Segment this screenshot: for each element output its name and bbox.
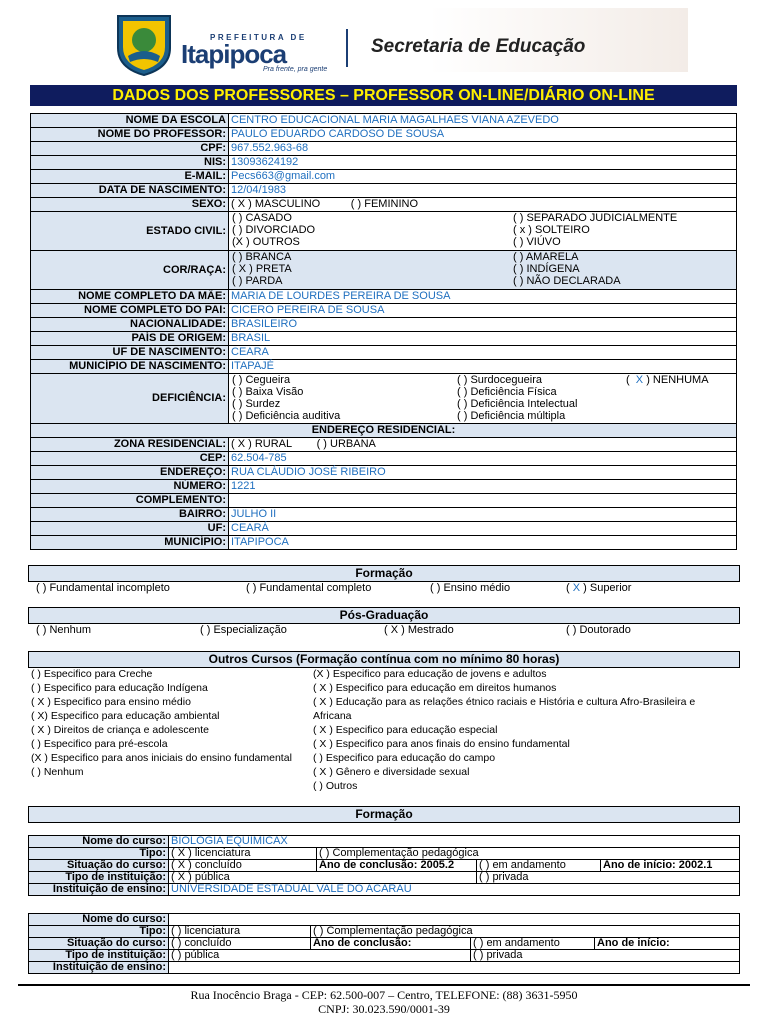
complement-value[interactable] [229,494,737,508]
institution-value[interactable]: UNIVERSIDADE ESTADUAL VALE DO ACARAU [169,884,740,896]
birth-uf-value[interactable]: CEARA [229,346,737,360]
table-row [31,332,737,346]
institution-type-label: Tipo de instituição: [29,950,169,962]
course-name-value[interactable] [169,914,740,926]
disability-option[interactable]: ( ) Cegueira [232,374,291,386]
course-type-option[interactable]: ( X ) licenciatura [169,848,317,860]
course-type-option[interactable]: ( ) licenciatura [169,926,311,938]
school-label: NOME DA ESCOLA [31,114,229,128]
city-crest-logo [114,12,174,76]
table-row [31,522,737,536]
table-row [31,304,737,318]
other-courses-section-header: Outros Cursos (Formação contínua com no mínimo 80 horas) [28,651,740,668]
paren: ( [566,582,570,594]
course-status-option[interactable]: ( ) em andamento [471,938,595,950]
table-row [31,184,737,198]
postgrad-option[interactable]: ( ) Nenhum [36,624,92,636]
nationality-value[interactable]: BRASILEIRO [229,318,737,332]
race-label: COR/RAÇA: [31,251,229,290]
course-option[interactable]: ( X ) Educação para as relações étnico raciais e História e cultura Afro-Brasileira e [313,696,696,708]
birthdate-value[interactable]: 12/04/1983 [229,184,737,198]
district-value[interactable]: JULHO II [229,508,737,522]
option-text: ) Superior [583,582,632,594]
uf-label: UF: [31,522,229,536]
table-row [31,114,737,128]
race-option[interactable]: ( ) BRANCA [232,251,292,263]
table-row [29,926,740,938]
civil-option[interactable]: ( x ) SOLTEIRO [513,224,590,236]
table-row [29,938,740,950]
course-name-label: Nome do curso: [29,914,169,926]
civil-status-options [229,212,737,251]
institution-type-option[interactable]: ( ) pública [169,950,471,962]
course-option[interactable]: ( X ) Especifico para ensino médio [31,696,191,708]
slogan: Pra frente, pra gente [263,66,328,73]
course-type-label: Tipo: [29,926,169,938]
disability-none-option[interactable] [626,374,709,387]
table-row [31,290,737,304]
institution-label: Instituição de ensino: [29,884,169,896]
secretaria-title: Secretaria de Educação [371,36,586,57]
disability-label: DEFICIÊNCIA: [31,374,229,424]
table-row [31,360,737,374]
course-option-continuation: Africana [313,710,352,722]
zone-options [229,438,737,452]
country-value[interactable]: BRASIL [229,332,737,346]
table-row [29,872,740,884]
degree-section-header: Formação [28,806,740,823]
civil-option[interactable]: (X ) OUTROS [232,236,300,248]
table-row [31,156,737,170]
option-text: ) NENHUMA [646,374,709,386]
disability-option[interactable]: ( ) Deficiência múltipla [457,410,566,422]
address-section-header: ENDEREÇO RESIDENCIAL: [31,424,737,438]
course-option[interactable]: ( X) Especifico para educação ambiental [31,710,220,722]
course-status-label: Situação do curso: [29,938,169,950]
check-mark: X [572,582,581,594]
sex-female-option[interactable]: ( ) FEMININO [350,198,419,210]
formation-section-header: Formação [28,565,740,582]
father-label: NOME COMPLETO DO PAI: [31,304,229,318]
postgrad-option[interactable]: ( ) Doutorado [566,624,631,636]
father-value[interactable]: CICERO PEREIRA DE SOUSA [229,304,737,318]
email-value[interactable]: Pecs663@gmail.com [229,170,737,184]
birth-city-label: MUNICÍPIO DE NASCIMENTO: [31,360,229,374]
table-row [29,848,740,860]
number-value[interactable]: 1221 [229,480,737,494]
table-row [31,251,737,290]
course-start-year[interactable]: Ano de início: [595,938,740,950]
course-option[interactable]: ( ) Nenhum [31,766,84,778]
mother-label: NOME COMPLETO DA MÃE: [31,290,229,304]
civil-option[interactable]: ( ) SEPARADO JUDICIALMENTE [513,212,678,224]
institution-label: Instituição de ensino: [29,962,169,974]
nis-value[interactable]: 13093624192 [229,156,737,170]
disability-option[interactable]: ( ) Baixa Visão [232,386,304,398]
course-type-label: Tipo: [29,848,169,860]
disability-option[interactable]: ( ) Deficiência Física [457,386,557,398]
course-status-label: Situação do curso: [29,860,169,872]
table-row [29,950,740,962]
teacher-data-table [30,113,737,550]
course-status-option[interactable]: ( X ) concluído [169,860,317,872]
race-option[interactable]: ( ) INDÍGENA [513,263,580,275]
sex-label: SEXO: [31,198,229,212]
course-end-year[interactable]: Ano de conclusão: 2005.2 [317,860,477,872]
table-row [31,212,737,251]
zone-urban-option[interactable]: ( ) URBANA [316,438,376,450]
city-value[interactable]: ITAPIPOCA [229,536,737,550]
school-value[interactable]: CENTRO EDUCACIONAL MARIA MAGALHAES VIANA AZEVEDO [229,114,737,128]
table-row [31,170,737,184]
formation-option[interactable]: ( ) Fundamental incompleto [36,582,170,594]
civil-option[interactable]: ( ) CASADO [232,212,292,224]
civil-status-label: ESTADO CIVIL: [31,212,229,251]
race-option[interactable]: ( ) PARDA [232,275,283,287]
country-label: PAÍS DE ORIGEM: [31,332,229,346]
table-row [31,142,737,156]
header-divider [346,29,348,67]
table-row [31,424,737,438]
course-option[interactable]: ( X ) Especifico para anos finais do ensino fundamental [313,738,570,750]
birth-city-value[interactable]: ITAPAJÉ [229,360,737,374]
prefeitura-label: PREFEITURA DE [210,33,307,42]
course-option[interactable]: ( X ) Especifico para educação especial [313,724,498,736]
footer-rule [18,984,750,986]
email-label: E-MAIL: [31,170,229,184]
civil-option[interactable]: ( ) DIVORCIADO [232,224,316,236]
table-row [31,536,737,550]
course-end-year[interactable]: Ano de conclusão: [311,938,471,950]
race-options [229,251,737,290]
course-name-value[interactable]: BIOLOGIA EQUIMICAX [169,836,740,848]
cpf-value[interactable]: 967.552.963-68 [229,142,737,156]
table-row [31,438,737,452]
table-row [31,318,737,332]
course-option[interactable]: ( ) Especifico para Creche [31,668,153,680]
course-type-option[interactable]: ( ) Complementação pedagógica [317,848,740,860]
course-option[interactable]: (X ) Especifico para anos iniciais do ensino fundamental [31,752,292,764]
course-name-label: Nome do curso: [29,836,169,848]
disability-option[interactable]: ( ) Surdocegueira [457,374,542,386]
race-option[interactable]: ( ) AMARELA [513,251,579,263]
institution-type-label: Tipo de instituição: [29,872,169,884]
race-option[interactable]: ( ) NÃO DECLARADA [513,275,621,287]
table-row [29,962,740,974]
uf-value[interactable]: CEARÁ [229,522,737,536]
course-status-option[interactable]: ( ) em andamento [477,860,601,872]
course-start-year[interactable]: Ano de início: 2002.1 [601,860,740,872]
table-row [31,452,737,466]
formation-option[interactable]: ( ) Ensino médio [430,582,511,594]
district-label: BAIRRO: [31,508,229,522]
cep-label: CEP: [31,452,229,466]
birthdate-label: DATA DE NASCIMENTO: [31,184,229,198]
number-label: NÚMERO: [31,480,229,494]
zone-rural-option[interactable]: ( X ) RURAL [231,438,293,450]
footer-cnpj: CNPJ: 30.023.590/0001-39 [318,1002,450,1016]
sex-options [229,198,737,212]
letterhead [113,8,688,72]
course-option[interactable]: ( X ) Gênero e diversidade sexual [313,766,470,778]
sex-male-option[interactable]: ( X ) MASCULINO [231,198,321,210]
table-row [29,860,740,872]
table-row [31,466,737,480]
postgrad-section-header: Pós-Graduação [28,607,740,624]
cpf-label: CPF: [31,142,229,156]
institution-value[interactable] [169,962,740,974]
birth-uf-label: UF DE NASCIMENTO: [31,346,229,360]
degree-table-1 [28,835,740,896]
course-option[interactable]: ( ) Especifico para educação Indígena [31,682,208,694]
course-option[interactable]: ( ) Especifico para educação do campo [313,752,496,764]
check-mark: X [635,374,644,386]
postgrad-option[interactable]: ( ) Especialização [200,624,287,636]
disability-options [229,374,737,424]
course-option[interactable]: ( ) Especifico para pré-escola [31,738,168,750]
table-row [29,914,740,926]
institution-type-option[interactable]: ( X ) pública [169,872,477,884]
postgrad-option[interactable]: ( X ) Mestrado [384,624,454,636]
nationality-label: NACIONALIDADE: [31,318,229,332]
disability-option[interactable]: ( ) Deficiência auditiva [232,410,341,422]
brand-name: Itapipoca [181,39,287,69]
course-option[interactable]: (X ) Especifico para educação de jovens e adultos [313,668,547,680]
disability-option[interactable]: ( ) Deficiência Intelectual [457,398,578,410]
disability-option[interactable]: ( ) Surdez [232,398,281,410]
street-label: ENDEREÇO: [31,466,229,480]
table-row [31,374,737,424]
street-value[interactable]: RUA CLÁUDIO JOSÉ RIBEIRO [229,466,737,480]
civil-option[interactable]: ( ) VIÚVO [513,236,561,248]
table-row [31,480,737,494]
degree-table-2 [28,913,740,974]
course-option[interactable]: ( X ) Direitos de criança e adolescente [31,724,210,736]
formation-superior-option[interactable] [566,582,631,595]
table-row [31,508,737,522]
nis-label: NIS: [31,156,229,170]
teacher-value[interactable]: PAULO EDUARDO CARDOSO DE SOUSA [229,128,737,142]
table-row [31,128,737,142]
course-status-option[interactable]: ( ) concluído [169,938,311,950]
mother-value[interactable]: MARIA DE LOURDES PEREIRA DE SOUSA [229,290,737,304]
page-title: DADOS DOS PROFESSORES – PROFESSOR ON-LINE/DIÁRIO ON-LINE [30,85,737,106]
table-row [29,836,740,848]
table-row [29,884,740,896]
race-option[interactable]: ( X ) PRETA [232,263,292,275]
cep-value[interactable]: 62.504-785 [229,452,737,466]
table-row [31,198,737,212]
course-option[interactable]: ( X ) Especifico para educação em direitos humanos [313,682,557,694]
complement-label: COMPLEMENTO: [31,494,229,508]
footer-address: Rua Inocêncio Braga - CEP: 62.500-007 – Centro, TELEFONE: (88) 3631-5950 [190,988,578,1002]
formation-option[interactable]: ( ) Fundamental completo [246,582,372,594]
zone-label: ZONA RESIDENCIAL: [31,438,229,452]
teacher-label: NOME DO PROFESSOR: [31,128,229,142]
course-type-option[interactable]: ( ) Complementação pedagógica [311,926,740,938]
institution-type-option[interactable]: ( ) privada [477,872,740,884]
paren: ( [626,374,630,386]
city-label: MUNICÍPIO: [31,536,229,550]
institution-type-option[interactable]: ( ) privada [471,950,740,962]
table-row [31,494,737,508]
course-option[interactable]: ( ) Outros [313,780,358,792]
table-row [31,346,737,360]
